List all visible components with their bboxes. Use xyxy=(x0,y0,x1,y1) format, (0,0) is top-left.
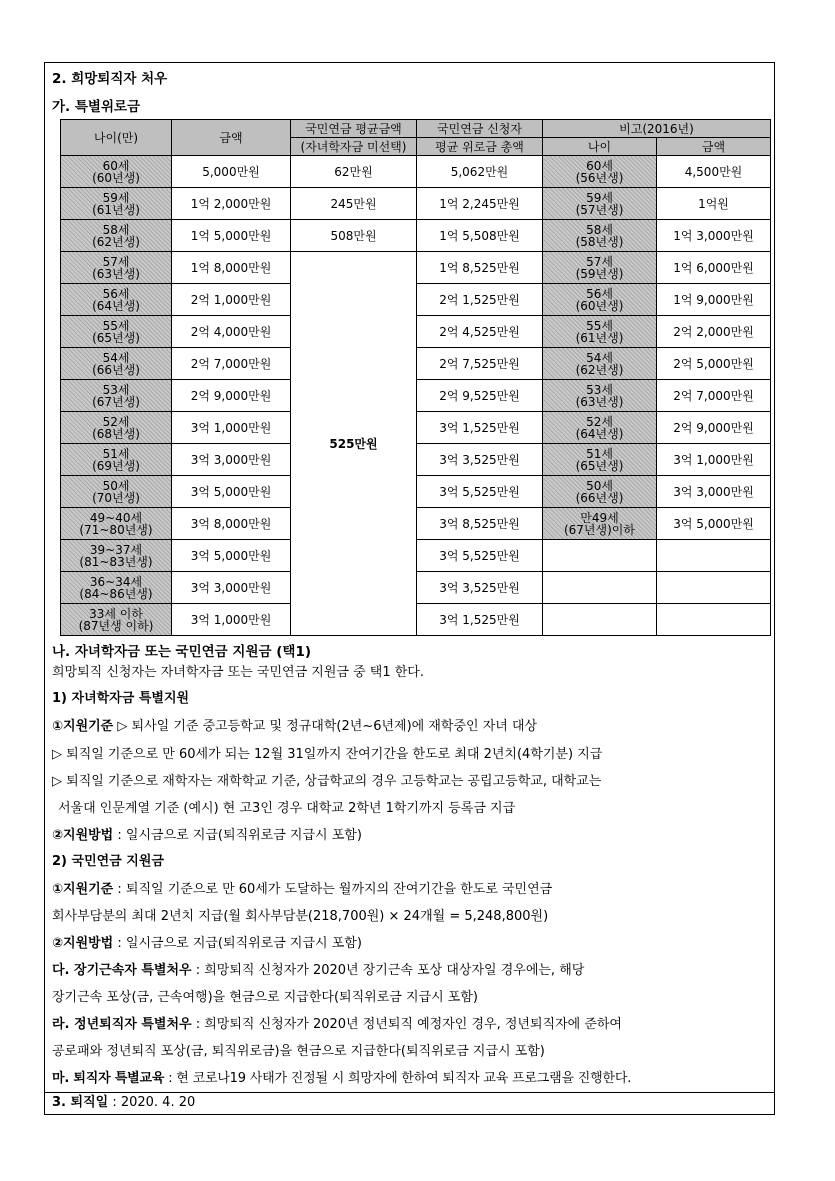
age-value: 52세 xyxy=(102,414,130,429)
child-criteria-text: ▷ 퇴사일 기준 중고등학교 및 정규대학(2년~6년제)에 재학중인 자녀 대상 xyxy=(113,719,538,734)
age-cell xyxy=(61,412,172,444)
note-amount-cell: 3억 3,000만원 xyxy=(657,476,771,508)
age-cell xyxy=(61,508,172,540)
amount-cell: 3억 5,000만원 xyxy=(172,540,291,572)
total-cell: 2억 7,525만원 xyxy=(417,348,543,380)
note-age-cell xyxy=(543,476,657,508)
birth-year: (56년생) xyxy=(575,170,624,185)
age-value: 59세 xyxy=(102,190,130,205)
age-value: 56세 xyxy=(102,286,130,301)
pension-criteria-text: : 퇴직일 기준으로 만 60세가 도달하는 월까지의 잔여기간을 한도로 국민연금 xyxy=(113,882,553,897)
note-age-cell xyxy=(543,604,657,636)
birth-year: (66년생) xyxy=(575,490,624,505)
total-cell: 1억 8,525만원 xyxy=(417,252,543,284)
age-value: 49~40세 xyxy=(89,510,143,525)
birth-year: (65년생) xyxy=(92,330,140,345)
age-cell xyxy=(61,252,172,284)
birth-year: (84~86년생) xyxy=(79,586,153,601)
pension-cell: 245만원 xyxy=(291,188,417,220)
age-value: 57세 xyxy=(102,254,130,269)
long-service-line2: 장기근속 포상(금, 근속여행)을 현금으로 지급한다(퇴직위로금 지급시 포함) xyxy=(52,990,478,1005)
birth-year: (60년생) xyxy=(575,298,624,313)
pension-cell: 508만원 xyxy=(291,220,417,252)
total-cell: 3억 1,525만원 xyxy=(417,604,543,636)
amount-cell: 3억 8,000만원 xyxy=(172,508,291,540)
child-criteria-label: ①지원기준 xyxy=(52,719,114,734)
long-service-label: 다. 장기근속자 특별처우 xyxy=(52,963,192,978)
note-amount-cell: 1억 6,000만원 xyxy=(657,252,771,284)
child-method-text: : 일시금으로 지급(퇴직위로금 지급시 포함) xyxy=(113,828,362,843)
section-divider xyxy=(44,1092,775,1093)
note-amount-cell xyxy=(657,540,771,572)
birth-year: (67년생) xyxy=(92,394,140,409)
note-amount-cell: 2억 7,000만원 xyxy=(657,380,771,412)
age-cell xyxy=(61,348,172,380)
amount-cell: 3억 3,000만원 xyxy=(172,444,291,476)
child-criteria-line2: ▷ 퇴직일 기준으로 만 60세가 되는 12월 31일까지 잔여기간을 한도로 최대 2년치(4학기분) 지급 xyxy=(52,747,603,762)
header-amount: 금액 xyxy=(172,120,291,156)
table-row xyxy=(61,220,771,252)
total-cell: 1억 2,245만원 xyxy=(417,188,543,220)
birth-year: (62년생) xyxy=(575,362,624,377)
birth-year: (57년생) xyxy=(575,202,624,217)
age-value: 36~34세 xyxy=(89,574,143,589)
age-cell xyxy=(61,604,172,636)
amount-cell: 3억 1,000만원 xyxy=(172,604,291,636)
birth-year: (66년생) xyxy=(92,362,140,377)
table-row xyxy=(61,188,771,220)
birth-year: (70년생) xyxy=(92,490,140,505)
total-cell: 5,062만원 xyxy=(417,156,543,188)
age-value: 51세 xyxy=(586,446,613,461)
subsection-b-title: 나. 자녀학자금 또는 국민연금 지원금 (택1) xyxy=(52,644,312,660)
birth-year: (63년생) xyxy=(575,394,624,409)
amount-cell: 1억 8,000만원 xyxy=(172,252,291,284)
total-cell: 3억 3,525만원 xyxy=(417,444,543,476)
age-value: 33세 이하 xyxy=(89,606,143,621)
age-value: 60세 xyxy=(102,158,130,173)
subsection-a-title: 가. 특별위로금 xyxy=(52,99,141,115)
header-pension-avg-sub: (자녀학자금 미선택) xyxy=(291,138,417,156)
age-value: 50세 xyxy=(586,478,613,493)
table-row xyxy=(61,252,771,284)
age-cell xyxy=(61,156,172,188)
birth-year: (64년생) xyxy=(575,426,624,441)
note-amount-cell: 2억 2,000만원 xyxy=(657,316,771,348)
header-note-amount: 금액 xyxy=(657,138,771,156)
retirement-date-label: 3. 퇴직일 xyxy=(52,1095,109,1110)
age-cell xyxy=(61,380,172,412)
birth-year: (63년생) xyxy=(92,266,140,281)
training-text: : 현 코로나19 사태가 진정될 시 희망자에 한하여 퇴직자 교육 프로그램을 진행한다. xyxy=(164,1071,632,1086)
age-value: 55세 xyxy=(586,318,613,333)
age-value: 53세 xyxy=(586,382,613,397)
note-amount-cell: 1억 9,000만원 xyxy=(657,284,771,316)
amount-cell: 3억 5,000만원 xyxy=(172,476,291,508)
age-value: 53세 xyxy=(102,382,130,397)
birth-year: (61년생) xyxy=(92,202,140,217)
amount-cell: 3억 1,000만원 xyxy=(172,412,291,444)
note-amount-cell: 4,500만원 xyxy=(657,156,771,188)
amount-cell: 1억 2,000만원 xyxy=(172,188,291,220)
retirement-age-text: : 희망퇴직 신청자가 2020년 정년퇴직 예정자인 경우, 정년퇴직자에 준하여 xyxy=(191,1017,622,1032)
age-cell xyxy=(61,284,172,316)
age-value: 55세 xyxy=(102,318,130,333)
age-value: 54세 xyxy=(102,350,130,365)
note-age-cell xyxy=(543,188,657,220)
birth-year: (67년생)이하 xyxy=(563,522,635,537)
age-cell xyxy=(61,476,172,508)
amount-cell: 2억 7,000만원 xyxy=(172,348,291,380)
age-value: 58세 xyxy=(586,222,613,237)
total-cell: 3억 3,525만원 xyxy=(417,572,543,604)
age-cell xyxy=(61,540,172,572)
birth-year: (62년생) xyxy=(92,234,140,249)
age-value: 39~37세 xyxy=(89,542,143,557)
note-amount-cell: 1억원 xyxy=(657,188,771,220)
total-cell: 2억 4,525만원 xyxy=(417,316,543,348)
birth-year: (65년생) xyxy=(575,458,624,473)
note-age-cell xyxy=(543,380,657,412)
header-pension-applicant-sub: 평균 위로금 총액 xyxy=(417,138,543,156)
note-age-cell xyxy=(543,572,657,604)
header-pension-applicant: 국민연금 신청자 xyxy=(417,120,543,138)
header-note: 비고(2016년) xyxy=(543,120,771,138)
age-value: 54세 xyxy=(586,350,613,365)
section-2-title: 2. 희망퇴직자 처우 xyxy=(52,71,168,87)
pension-cell: 62만원 xyxy=(291,156,417,188)
total-cell: 3억 5,525만원 xyxy=(417,476,543,508)
retirement-age-label: 라. 정년퇴직자 특별처우 xyxy=(52,1017,192,1032)
header-note-age: 나이 xyxy=(543,138,657,156)
note-amount-cell: 2억 9,000만원 xyxy=(657,412,771,444)
child-tuition-title: 1) 자녀학자금 특별지원 xyxy=(52,691,190,706)
pension-method-label: ②지원방법 xyxy=(52,936,114,951)
age-value: 60세 xyxy=(586,158,613,173)
total-cell: 3억 8,525만원 xyxy=(417,508,543,540)
birth-year: (59년생) xyxy=(575,266,624,281)
age-cell xyxy=(61,188,172,220)
pension-merged-cell: 525만원 xyxy=(291,252,417,636)
table-row xyxy=(61,156,771,188)
total-cell: 3억 1,525만원 xyxy=(417,412,543,444)
note-age-cell xyxy=(543,156,657,188)
birth-year: (58년생) xyxy=(575,234,624,249)
birth-year: (87년생 이하) xyxy=(78,618,154,633)
age-value: 58세 xyxy=(102,222,130,237)
retirement-date-value: : 2020. 4. 20 xyxy=(108,1095,196,1110)
age-value: 50세 xyxy=(102,478,130,493)
age-value: 52세 xyxy=(586,414,613,429)
table-body xyxy=(61,156,771,636)
amount-cell: 1억 5,000만원 xyxy=(172,220,291,252)
child-criteria-line3: ▷ 퇴직일 기준으로 재학자는 재학학교 기준, 상급학교의 경우 고등학교는 공립고등학교, 대학교는 xyxy=(52,774,602,789)
age-value: 56세 xyxy=(586,286,613,301)
note-age-cell xyxy=(543,540,657,572)
birth-year: (81~83년생) xyxy=(79,554,153,569)
total-cell: 3억 5,525만원 xyxy=(417,540,543,572)
note-amount-cell xyxy=(657,572,771,604)
note-age-cell xyxy=(543,348,657,380)
birth-year: (64년생) xyxy=(92,298,140,313)
child-criteria-line4: 서울대 인문계열 기준 (예시) 현 고3인 경우 대학교 2학년 1학기까지 등록금 지급 xyxy=(58,801,516,816)
note-amount-cell: 3억 5,000만원 xyxy=(657,508,771,540)
note-age-cell xyxy=(543,252,657,284)
header-pension-avg: 국민연금 평균금액 xyxy=(291,120,417,138)
age-value: 57세 xyxy=(586,254,613,269)
amount-cell: 2억 4,000만원 xyxy=(172,316,291,348)
pension-method-text: : 일시금으로 지급(퇴직위로금 지급시 포함) xyxy=(113,936,362,951)
note-age-cell xyxy=(543,220,657,252)
note-amount-cell: 2억 5,000만원 xyxy=(657,348,771,380)
note-age-cell xyxy=(543,316,657,348)
age-cell xyxy=(61,316,172,348)
age-cell xyxy=(61,444,172,476)
pension-criteria-line2: 회사부담분의 최대 2년치 지급(월 회사부담분(218,700원) × 24개월 = 5,248,800원) xyxy=(52,909,549,924)
total-cell: 2억 1,525만원 xyxy=(417,284,543,316)
note-age-cell xyxy=(543,508,657,540)
pension-criteria-label: ①지원기준 xyxy=(52,882,114,897)
age-cell xyxy=(61,220,172,252)
total-cell: 2억 9,525만원 xyxy=(417,380,543,412)
birth-year: (68년생) xyxy=(92,426,140,441)
pension-support-title: 2) 국민연금 지원금 xyxy=(52,854,164,869)
amount-cell: 2억 1,000만원 xyxy=(172,284,291,316)
note-age-cell xyxy=(543,444,657,476)
note-amount-cell: 3억 1,000만원 xyxy=(657,444,771,476)
birth-year: (61년생) xyxy=(575,330,624,345)
total-cell: 1억 5,508만원 xyxy=(417,220,543,252)
age-value: 59세 xyxy=(586,190,613,205)
birth-year: (60년생) xyxy=(92,170,140,185)
long-service-text: : 희망퇴직 신청자가 2020년 장기근속 포상 대상자일 경우에는, 해당 xyxy=(191,963,585,978)
note-age-cell xyxy=(543,284,657,316)
amount-cell: 3억 3,000만원 xyxy=(172,572,291,604)
note-amount-cell: 1억 3,000만원 xyxy=(657,220,771,252)
note-amount-cell xyxy=(657,604,771,636)
child-method-label: ②지원방법 xyxy=(52,828,114,843)
header-age: 나이(만) xyxy=(61,120,172,156)
subsection-b-intro: 희망퇴직 신청자는 자녀학자금 또는 국민연금 지원금 중 택1 한다. xyxy=(52,665,424,680)
amount-cell: 2억 9,000만원 xyxy=(172,380,291,412)
note-age-cell xyxy=(543,412,657,444)
age-cell xyxy=(61,572,172,604)
birth-year: (71~80년생) xyxy=(79,522,153,537)
birth-year: (69년생) xyxy=(92,458,140,473)
training-label: 마. 퇴직자 특별교육 xyxy=(52,1071,165,1086)
age-value: 만49세 xyxy=(580,510,619,525)
severance-table xyxy=(60,119,771,636)
age-value: 51세 xyxy=(102,446,130,461)
retirement-age-line2: 공로패와 정년퇴직 포상(금, 퇴직위로금)을 현금으로 지급한다(퇴직위로금 지급시 포함) xyxy=(52,1044,545,1059)
amount-cell: 5,000만원 xyxy=(172,156,291,188)
